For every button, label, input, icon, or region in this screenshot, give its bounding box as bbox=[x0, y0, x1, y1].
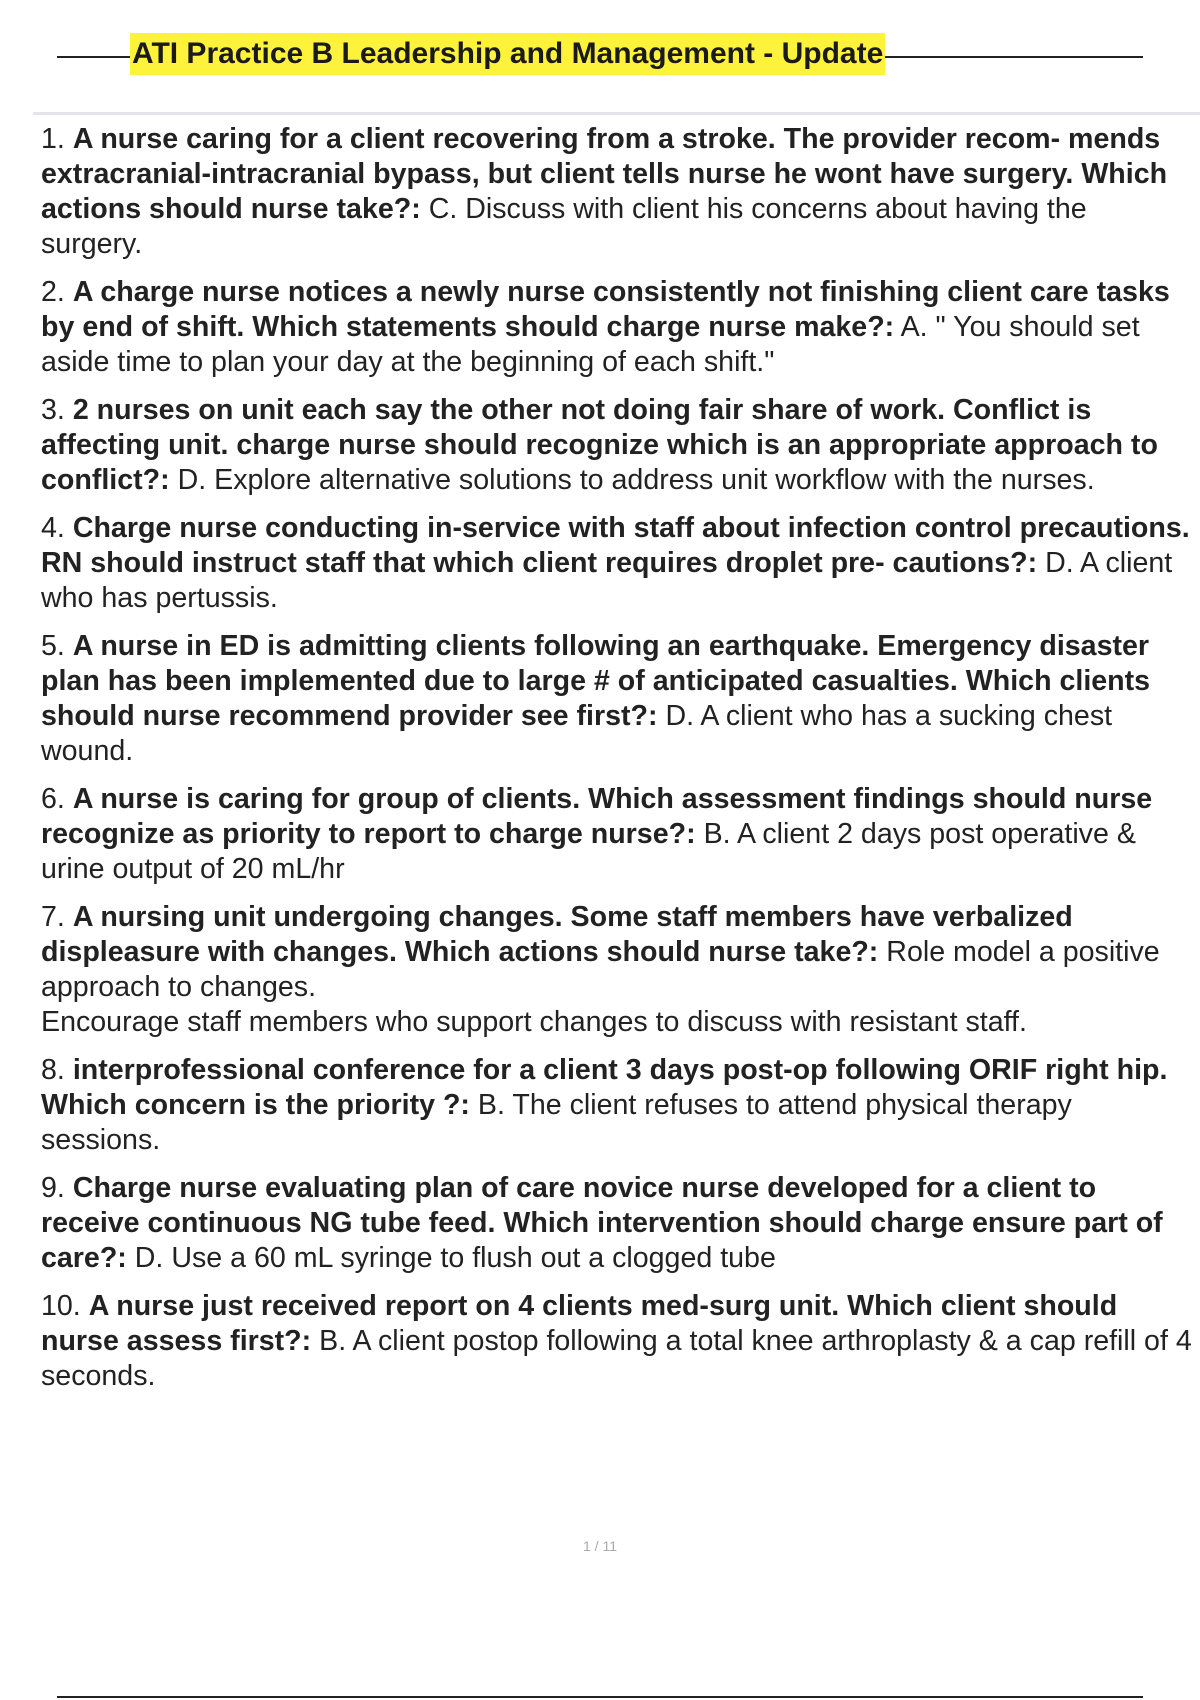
answer-text: D. Explore alternative solutions to address unit workflow with the nurses. bbox=[177, 464, 1095, 496]
question-number: 6. bbox=[41, 783, 65, 815]
footer-rule bbox=[57, 1696, 1143, 1698]
answer-text: Role model a positive approach to changes. bbox=[41, 936, 1160, 1003]
question-item-3 bbox=[41, 393, 1194, 498]
question-text: A nurse just received report on 4 clients med-surg unit. Which client should nurse assess first?: bbox=[41, 1290, 1118, 1357]
question-number: 10. bbox=[41, 1290, 81, 1322]
question-text: interprofessional conference for a client 3 days post-op following ORIF right hip. Which concern is the priority ?: bbox=[41, 1054, 1168, 1121]
question-number: 1. bbox=[41, 123, 65, 155]
answer-text: D. A client who has pertussis. bbox=[41, 547, 1173, 614]
question-number: 2. bbox=[41, 276, 65, 308]
answer-text: D. A client who has a sucking chest wound. bbox=[41, 700, 1113, 767]
question-text: A nurse caring for a client recovering from a stroke. The provider recom- mends extracranial-intracranial bypass, but client tells nurse he wont have surgery. Which actions should nurse take?: bbox=[41, 123, 1168, 225]
question-text: A nursing unit undergoing changes. Some staff members have verbalized displeasure with changes. Which actions should nurse take?: bbox=[41, 901, 1073, 968]
question-item-7 bbox=[41, 900, 1194, 1040]
page-number: 1 / 11 bbox=[583, 1538, 617, 1554]
answer-text-extra: Encourage staff members who support changes to discuss with resistant staff. bbox=[41, 1006, 1027, 1038]
question-number: 5. bbox=[41, 630, 65, 662]
question-item-1 bbox=[41, 122, 1194, 262]
question-item-8 bbox=[41, 1053, 1194, 1158]
answer-text: D. Use a 60 mL syringe to flush out a clogged tube bbox=[134, 1242, 776, 1274]
question-item-5 bbox=[41, 629, 1194, 769]
question-number: 9. bbox=[41, 1172, 65, 1204]
page-header bbox=[57, 30, 1143, 80]
document-title: ATI Practice B Leadership and Management - Update bbox=[130, 33, 885, 75]
question-number: 3. bbox=[41, 394, 65, 426]
answer-text: B. A client postop following a total knee arthroplasty & a cap refill of 4 seconds. bbox=[41, 1325, 1192, 1392]
question-text: A charge nurse notices a newly nurse consistently not finishing client care tasks by end of shift. Which statements should charge nurse make?: bbox=[41, 276, 1170, 343]
question-text: A nurse in ED is admitting clients following an earthquake. Emergency disaster plan has been implemented due to large # of anticipated casualties. Which clients should nurse recommend provider see first?: bbox=[41, 630, 1151, 732]
answer-text: B. A client 2 days post operative & urine output of 20 mL/hr bbox=[41, 818, 1136, 885]
question-number: 7. bbox=[41, 901, 65, 933]
question-number: 4. bbox=[41, 512, 65, 544]
question-item-10 bbox=[41, 1289, 1194, 1394]
question-item-9 bbox=[41, 1171, 1194, 1276]
question-item-4 bbox=[41, 511, 1194, 616]
question-item-2 bbox=[41, 275, 1194, 380]
question-text: Charge nurse conducting in-service with staff about infection control precautions. RN should instruct staff that which client requires droplet pre- cautions?: bbox=[41, 512, 1190, 579]
question-list bbox=[41, 122, 1194, 1407]
question-item-6 bbox=[41, 782, 1194, 887]
question-number: 8. bbox=[41, 1054, 65, 1086]
header-divider bbox=[33, 112, 1200, 115]
question-text: Charge nurse evaluating plan of care novice nurse developed for a client to receive continuous NG tube feed. Which intervention should charge ensure part of care?: bbox=[41, 1172, 1163, 1274]
answer-text: C. Discuss with client his concerns about having the surgery. bbox=[41, 193, 1087, 260]
question-text: A nurse is caring for group of clients. Which assessment findings should nurse recognize as priority to report to charge nurse?: bbox=[41, 783, 1153, 850]
question-text: 2 nurses on unit each say the other not doing fair share of work. Conflict is affecting unit. charge nurse should recognize which is an appropriate approach to conflict?: bbox=[41, 394, 1158, 496]
answer-text: B. The client refuses to attend physical therapy sessions. bbox=[41, 1089, 1072, 1156]
answer-text: A. " You should set aside time to plan your day at the beginning of each shift." bbox=[41, 311, 1140, 378]
